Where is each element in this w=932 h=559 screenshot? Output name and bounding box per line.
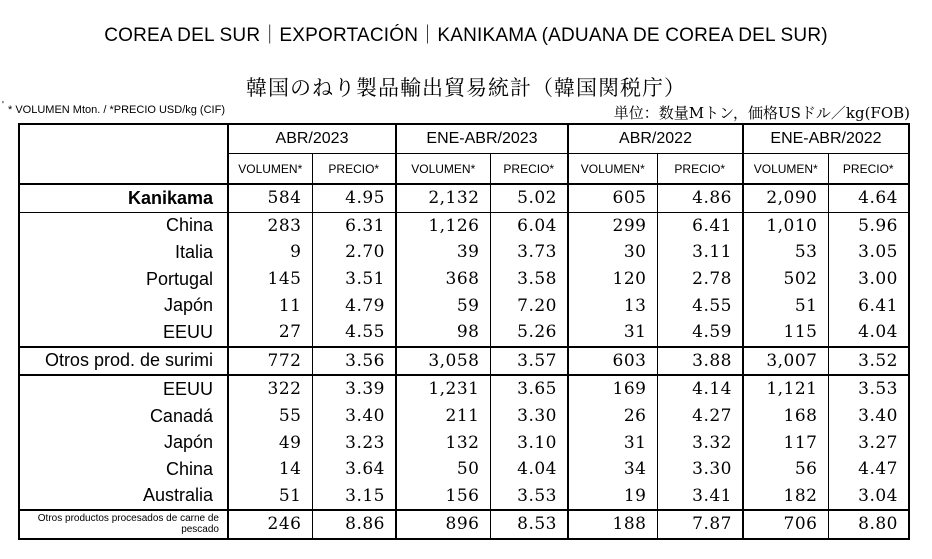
cell-price: 3.57: [490, 347, 568, 376]
cell-price: 3.30: [490, 403, 568, 430]
stray-mark: ': [2, 100, 4, 111]
row-label: Japón: [19, 429, 228, 456]
cell-volume: 3,007: [743, 347, 828, 376]
cell-price: 4.04: [828, 319, 909, 347]
cell-price: 3.65: [490, 375, 568, 403]
table-row: [19, 456, 909, 483]
cell-volume: 26: [568, 403, 657, 430]
column-header-price: PRECIO*: [828, 154, 909, 185]
cell-volume: 53: [743, 239, 828, 266]
cell-volume: 14: [228, 456, 312, 483]
cell-volume: 2,090: [743, 184, 828, 212]
cell-volume: 19: [568, 483, 657, 511]
period-header: ABR/2023: [228, 124, 396, 154]
cell-price: 4.59: [657, 319, 743, 347]
cell-price: 5.26: [490, 319, 568, 347]
table-row: [19, 403, 909, 430]
cell-volume: 182: [743, 483, 828, 511]
cell-price: 8.80: [828, 510, 909, 539]
cell-price: 2.70: [312, 239, 396, 266]
cell-price: 3.40: [312, 403, 396, 430]
cell-price: 3.32: [657, 429, 743, 456]
column-header-volume: VOLUMEN*: [228, 154, 312, 185]
japanese-title: 韓国のねり製品輸出貿易統計（韓国関税庁）: [246, 76, 686, 100]
cell-price: 4.86: [657, 184, 743, 212]
cell-volume: 59: [396, 292, 490, 319]
cell-price: 3.23: [312, 429, 396, 456]
cell-price: 4.95: [312, 184, 396, 212]
cell-volume: 31: [568, 429, 657, 456]
row-label: China: [19, 212, 228, 239]
cell-volume: 169: [568, 375, 657, 403]
cell-volume: 1,010: [743, 212, 828, 239]
row-label: Kanikama: [19, 184, 228, 212]
table-row: [19, 510, 909, 539]
cell-volume: 584: [228, 184, 312, 212]
cell-volume: 706: [743, 510, 828, 539]
row-label: Portugal: [19, 266, 228, 293]
cell-volume: 299: [568, 212, 657, 239]
cell-price: 6.04: [490, 212, 568, 239]
cell-price: 3.15: [312, 483, 396, 511]
row-label: EEUU: [19, 375, 228, 403]
units-note-es: [2, 100, 225, 116]
table-row: [19, 347, 909, 376]
cell-price: 4.47: [828, 456, 909, 483]
cell-price: 6.41: [657, 212, 743, 239]
row-label: Australia: [19, 483, 228, 511]
row-label: China: [19, 456, 228, 483]
row-header-corner: [19, 124, 228, 184]
export-statistics-table: [18, 123, 910, 540]
cell-price: 3.51: [312, 266, 396, 293]
column-header-price: PRECIO*: [312, 154, 396, 185]
cell-price: 8.53: [490, 510, 568, 539]
cell-volume: 98: [396, 319, 490, 347]
cell-volume: 117: [743, 429, 828, 456]
cell-price: 3.53: [828, 375, 909, 403]
table-row: [19, 429, 909, 456]
cell-volume: 211: [396, 403, 490, 430]
cell-price: 3.27: [828, 429, 909, 456]
column-header-price: PRECIO*: [657, 154, 743, 185]
cell-price: 5.96: [828, 212, 909, 239]
cell-price: 4.55: [657, 292, 743, 319]
period-header: ABR/2022: [568, 124, 743, 154]
cell-price: 4.04: [490, 456, 568, 483]
cell-volume: 11: [228, 292, 312, 319]
cell-price: 4.14: [657, 375, 743, 403]
cell-volume: 51: [228, 483, 312, 511]
table-row: [19, 319, 909, 347]
cell-price: 4.27: [657, 403, 743, 430]
cell-volume: 115: [743, 319, 828, 347]
cell-volume: 31: [568, 319, 657, 347]
column-header-volume: VOLUMEN*: [396, 154, 490, 185]
cell-volume: 120: [568, 266, 657, 293]
cell-volume: 283: [228, 212, 312, 239]
cell-price: 7.20: [490, 292, 568, 319]
cell-volume: 49: [228, 429, 312, 456]
cell-volume: 51: [743, 292, 828, 319]
cell-price: 3.52: [828, 347, 909, 376]
cell-volume: 1,121: [743, 375, 828, 403]
cell-price: 3.10: [490, 429, 568, 456]
cell-price: 8.86: [312, 510, 396, 539]
cell-volume: 156: [396, 483, 490, 511]
cell-price: 3.88: [657, 347, 743, 376]
page-title: COREA DEL SUR｜EXPORTACIÓN｜KANIKAMA (ADUANA DE COREA DEL SUR): [104, 25, 828, 46]
cell-price: 3.41: [657, 483, 743, 511]
table-row: [19, 239, 909, 266]
cell-volume: 1,126: [396, 212, 490, 239]
table-row: [19, 184, 909, 212]
cell-price: 2.78: [657, 266, 743, 293]
units-note-es-text: * VOLUMEN Mton. / *PRECIO USD/kg (CIF): [8, 104, 225, 116]
cell-price: 7.87: [657, 510, 743, 539]
cell-volume: 132: [396, 429, 490, 456]
table-row: [19, 375, 909, 403]
cell-price: 5.02: [490, 184, 568, 212]
cell-price: 3.40: [828, 403, 909, 430]
row-label: Canadá: [19, 403, 228, 430]
cell-price: 4.55: [312, 319, 396, 347]
column-header-volume: VOLUMEN*: [568, 154, 657, 185]
table-row: [19, 266, 909, 293]
cell-volume: 13: [568, 292, 657, 319]
cell-price: 3.53: [490, 483, 568, 511]
cell-price: 6.31: [312, 212, 396, 239]
cell-volume: 9: [228, 239, 312, 266]
period-header: ENE-ABR/2022: [743, 124, 909, 154]
table-row: [19, 212, 909, 239]
cell-volume: 145: [228, 266, 312, 293]
cell-volume: 30: [568, 239, 657, 266]
cell-volume: 55: [228, 403, 312, 430]
cell-price: 3.58: [490, 266, 568, 293]
cell-price: 3.30: [657, 456, 743, 483]
cell-volume: 603: [568, 347, 657, 376]
row-label: EEUU: [19, 319, 228, 347]
cell-volume: 1,231: [396, 375, 490, 403]
cell-price: 4.79: [312, 292, 396, 319]
cell-volume: 246: [228, 510, 312, 539]
cell-volume: 2,132: [396, 184, 490, 212]
cell-price: 3.64: [312, 456, 396, 483]
cell-volume: 50: [396, 456, 490, 483]
cell-price: 3.73: [490, 239, 568, 266]
table-row: [19, 292, 909, 319]
cell-volume: 772: [228, 347, 312, 376]
units-note-jp: 単位：数量Mトン，価格USドル／kg(FOB): [613, 104, 910, 122]
cell-price: 3.05: [828, 239, 909, 266]
row-label: Otros productos procesados de carne de pescado: [19, 510, 228, 539]
cell-price: 3.39: [312, 375, 396, 403]
cell-volume: 188: [568, 510, 657, 539]
cell-volume: 27: [228, 319, 312, 347]
cell-volume: 34: [568, 456, 657, 483]
row-label: Italia: [19, 239, 228, 266]
cell-volume: 896: [396, 510, 490, 539]
cell-volume: 3,058: [396, 347, 490, 376]
cell-price: 3.56: [312, 347, 396, 376]
cell-price: 3.04: [828, 483, 909, 511]
cell-price: 3.11: [657, 239, 743, 266]
row-label: Japón: [19, 292, 228, 319]
cell-price: 3.00: [828, 266, 909, 293]
row-label: Otros prod. de surimi: [19, 347, 228, 376]
cell-volume: 39: [396, 239, 490, 266]
cell-volume: 168: [743, 403, 828, 430]
column-header-price: PRECIO*: [490, 154, 568, 185]
cell-volume: 605: [568, 184, 657, 212]
cell-volume: 368: [396, 266, 490, 293]
cell-volume: 56: [743, 456, 828, 483]
cell-price: 6.41: [828, 292, 909, 319]
cell-volume: 322: [228, 375, 312, 403]
cell-price: 4.64: [828, 184, 909, 212]
table-row: [19, 483, 909, 511]
period-header: ENE-ABR/2023: [396, 124, 568, 154]
cell-volume: 502: [743, 266, 828, 293]
column-header-volume: VOLUMEN*: [743, 154, 828, 185]
